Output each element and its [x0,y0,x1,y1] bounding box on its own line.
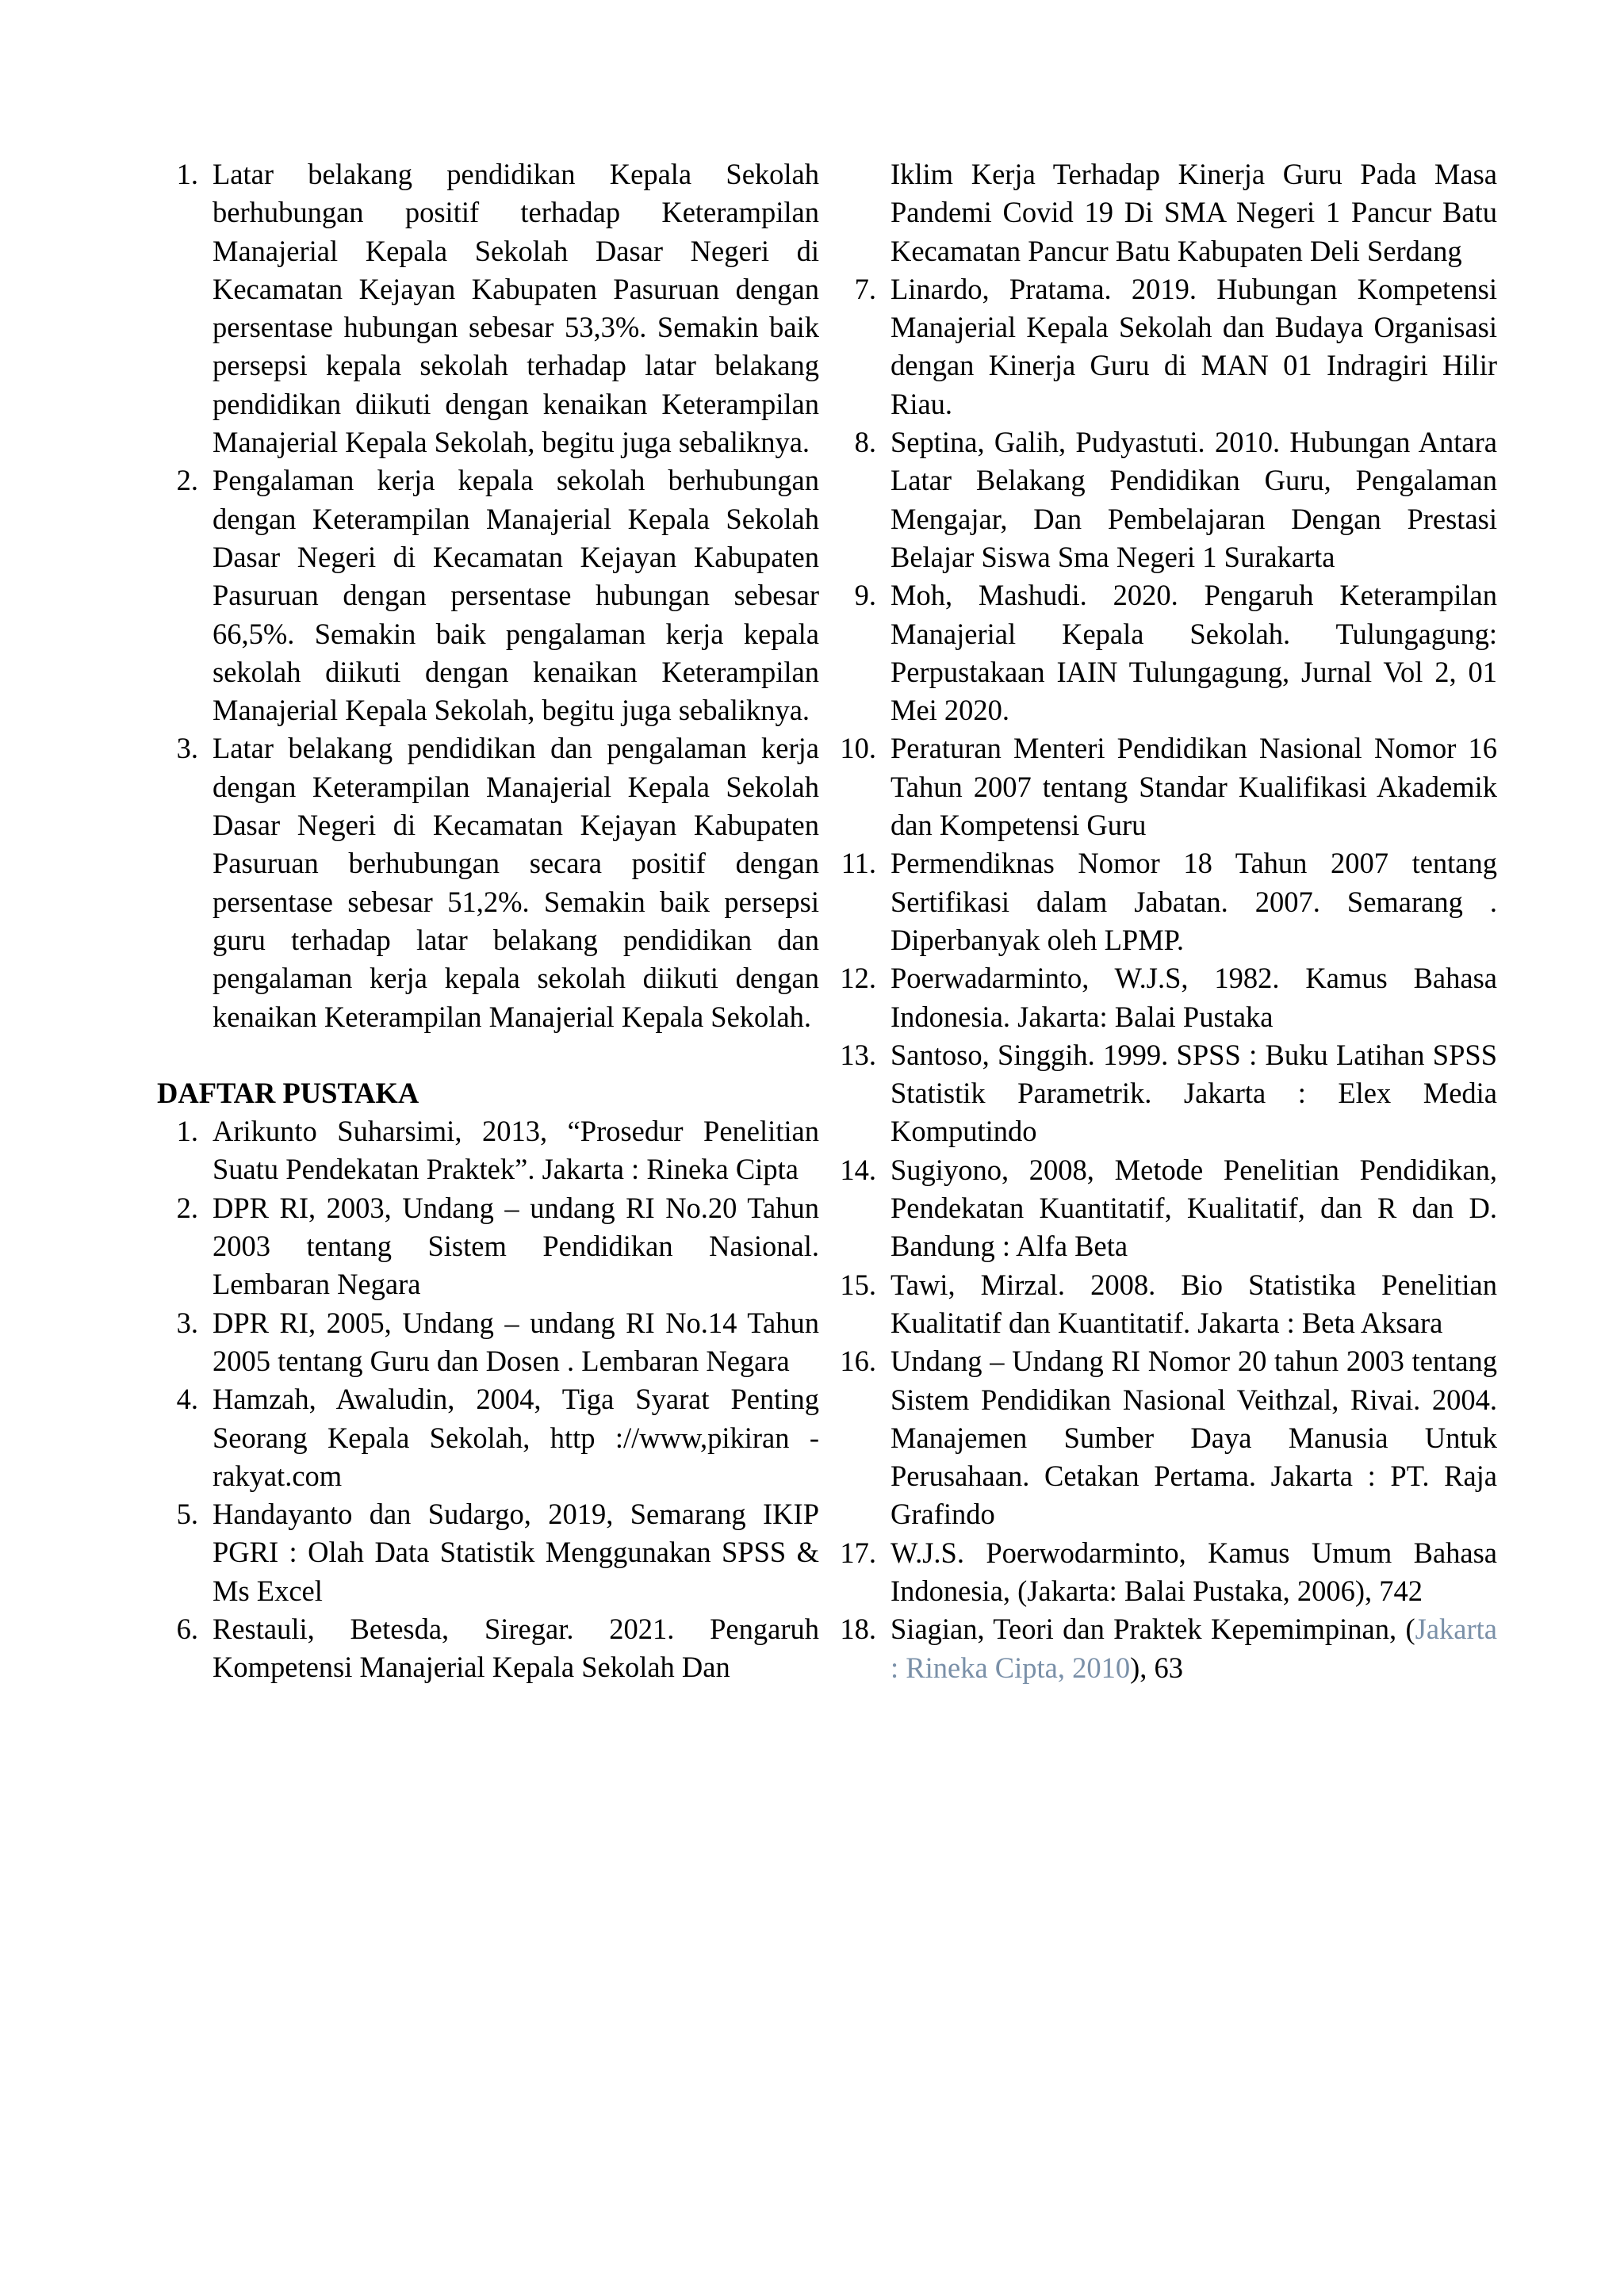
item-text: Linardo, Pratama. 2019. Hubungan Kompetensi Manajerial Kepala Sekolah dan Budaya Organisasi dengan Kinerja Guru di MAN 01 Indragiri Hilir Riau. [891,272,1497,420]
references-heading: DAFTAR PUSTAKA [157,1076,419,1109]
publisher-link-text: Jakarta : Rineka Cipta, 2010 [891,1613,1497,1684]
item-text: Siagian, Teori dan Praktek Kepemimpinan, ( [891,1613,1415,1646]
reference-list-left [157,1112,819,1686]
item-text: Tawi, Mirzal. 2008. Bio Statistika Penelitian Kualitatif dan Kuantitatif. Jakarta : Beta Aksara [891,1268,1497,1339]
item-text: Permendiknas Nomor 18 Tahun 2007 tentang Sertifikasi dalam Jabatan. 2007. Semarang . Diperbanyak oleh LPMP. [891,847,1497,956]
item-text: Peraturan Menteri Pendidikan Nasional Nomor 16 Tahun 2007 tentang Standar Kualifikasi Akademik dan Kompetensi Guru [891,732,1497,842]
item-number: 16. [840,1345,876,1378]
list-item [157,155,819,461]
item-number: 8. [854,426,876,459]
item-text: Undang – Undang RI Nomor 20 tahun 2003 tentang Sistem Pendidikan Nasional Veithzal, Rivai. 2004. Manajemen Sumber Daya Manusia Untuk Perusahaan. Cetakan Pertama. Jakarta : PT. Raja Grafindo [891,1345,1497,1531]
item-text: Moh, Mashudi. 2020. Pengaruh Keterampilan Manajerial Kepala Sekolah. Tulungagung: Perpustakaan IAIN Tulungagung, Jurnal Vol 2, 01 Mei 2020. [891,579,1497,727]
item-text: DPR RI, 2005, Undang – undang RI No.14 Tahun 2005 tentang Guru dan Dosen . Lembaran Negara [213,1306,819,1377]
item-text: W.J.S. Poerwodarminto, Kamus Umum Bahasa Indonesia, (Jakarta: Balai Pustaka, 2006), 742 [891,1536,1497,1607]
reference-item [835,1036,1497,1151]
item-text: Pengalaman kerja kepala sekolah berhubungan dengan Keterampilan Manajerial Kepala Sekolah Dasar Negeri di Kecamatan Kejayan Kabupaten Pasuruan dengan persentase hubungan sebesar 66,5%. Semakin baik pengalaman kerja kepala sekolah diikuti dengan kenaikan Keterampilan Manajerial Kepala Sekolah, begitu juga sebaliknya. [213,464,819,727]
item-number: 1. [176,1115,198,1148]
item-number: 17. [840,1536,876,1569]
item-number: 11. [841,847,876,880]
item-number: 6. [176,1612,198,1645]
item-number: 2. [176,464,198,497]
reference-item-continuation [835,155,1497,270]
item-number: 7. [854,272,876,305]
reference-item [835,844,1497,959]
reference-item [835,1534,1497,1611]
item-number: 9. [854,579,876,612]
item-text: Sugiyono, 2008, Metode Penelitian Pendidikan, Pendekatan Kuantitatif, Kualitatif, dan R dan D. Bandung : Alfa Beta [891,1153,1497,1263]
item-text: Poerwadarminto, W.J.S, 1982. Kamus Bahasa Indonesia. Jakarta: Balai Pustaka [891,962,1497,1033]
item-text: Iklim Kerja Terhadap Kinerja Guru Pada Masa Pandemi Covid 19 Di SMA Negeri 1 Pancur Batu Kecamatan Pancur Batu Kabupaten Deli Serdang [891,158,1497,267]
list-item [157,461,819,729]
item-text: Arikunto Suharsimi, 2013, “Prosedur Penelitian Suatu Pendekatan Praktek”. Jakarta : Rineka Cipta [213,1115,819,1186]
reference-list-right [835,155,1497,1687]
item-text: Latar belakang pendidikan dan pengalaman kerja dengan Keterampilan Manajerial Kepala Sekolah Dasar Negeri di Kecamatan Kejayan Kabupaten Pasuruan berhubungan secara positif dengan persentase sebesar 51,2%. Semakin baik persepsi guru terhadap latar belakang pendidikan dan pengalaman kerja kepala sekolah diikuti dengan kenaikan Keterampilan Manajerial Kepala Sekolah. [213,732,819,1033]
reference-item [157,1112,819,1189]
item-number: 15. [840,1268,876,1301]
item-text-end: ), 63 [1130,1651,1184,1684]
item-number: 13. [840,1038,876,1071]
reference-item [157,1304,819,1381]
reference-item [835,423,1497,576]
reference-item [835,1266,1497,1343]
item-number: 14. [840,1153,876,1186]
reference-item [157,1380,819,1495]
reference-item [835,576,1497,729]
reference-item [157,1495,819,1610]
item-text: Restauli, Betesda, Siregar. 2021. Pengaruh Kompetensi Manajerial Kepala Sekolah Dan [213,1612,819,1684]
list-item [157,729,819,1035]
reference-item [157,1189,819,1304]
item-number: 3. [176,732,198,765]
item-number: 2. [176,1191,198,1224]
reference-item [835,1342,1497,1533]
item-text: Handayanto dan Sudargo, 2019, Semarang IKIP PGRI : Olah Data Statistik Menggunakan SPSS & Ms Excel [213,1498,819,1607]
item-number: 12. [840,962,876,995]
reference-item [835,729,1497,844]
item-number: 18. [840,1613,876,1646]
item-text: Hamzah, Awaludin, 2004, Tiga Syarat Penting Seorang Kepala Sekolah, http ://www,pikiran - rakyat.com [213,1383,819,1492]
item-number: 10. [840,732,876,765]
item-text: Santoso, Singgih. 1999. SPSS : Buku Latihan SPSS Statistik Parametrik. Jakarta : Elex Media Komputindo [891,1038,1497,1148]
reference-item [835,959,1497,1036]
left-column [157,155,819,1687]
item-number: 4. [176,1383,198,1416]
item-number: 5. [176,1498,198,1531]
item-text: Latar belakang pendidikan Kepala Sekolah berhubungan positif terhadap Keterampilan Manajerial Kepala Sekolah Dasar Negeri di Kecamatan Kejayan Kabupaten Pasuruan dengan persentase hubungan sebesar 53,3%. Semakin baik persepsi kepala sekolah terhadap latar belakang pendidikan diikuti dengan kenaikan Keterampilan Manajerial Kepala Sekolah, begitu juga sebaliknya. [213,158,819,459]
reference-item [835,1610,1497,1687]
reference-item [835,1151,1497,1266]
reference-item [157,1610,819,1687]
reference-item [835,270,1497,423]
right-column [835,155,1497,1687]
item-text: Septina, Galih, Pudyastuti. 2010. Hubungan Antara Latar Belakang Pendidikan Guru, Pengalaman Mengajar, Dan Pembelajaran Dengan Prestasi Belajar Siswa Sma Negeri 1 Surakarta [891,426,1497,573]
item-number: 3. [176,1306,198,1339]
item-number: 1. [176,158,198,190]
item-text: DPR RI, 2003, Undang – undang RI No.20 Tahun 2003 tentang Sistem Pendidikan Nasional. Lembaran Negara [213,1191,819,1301]
conclusion-list [157,155,819,1036]
